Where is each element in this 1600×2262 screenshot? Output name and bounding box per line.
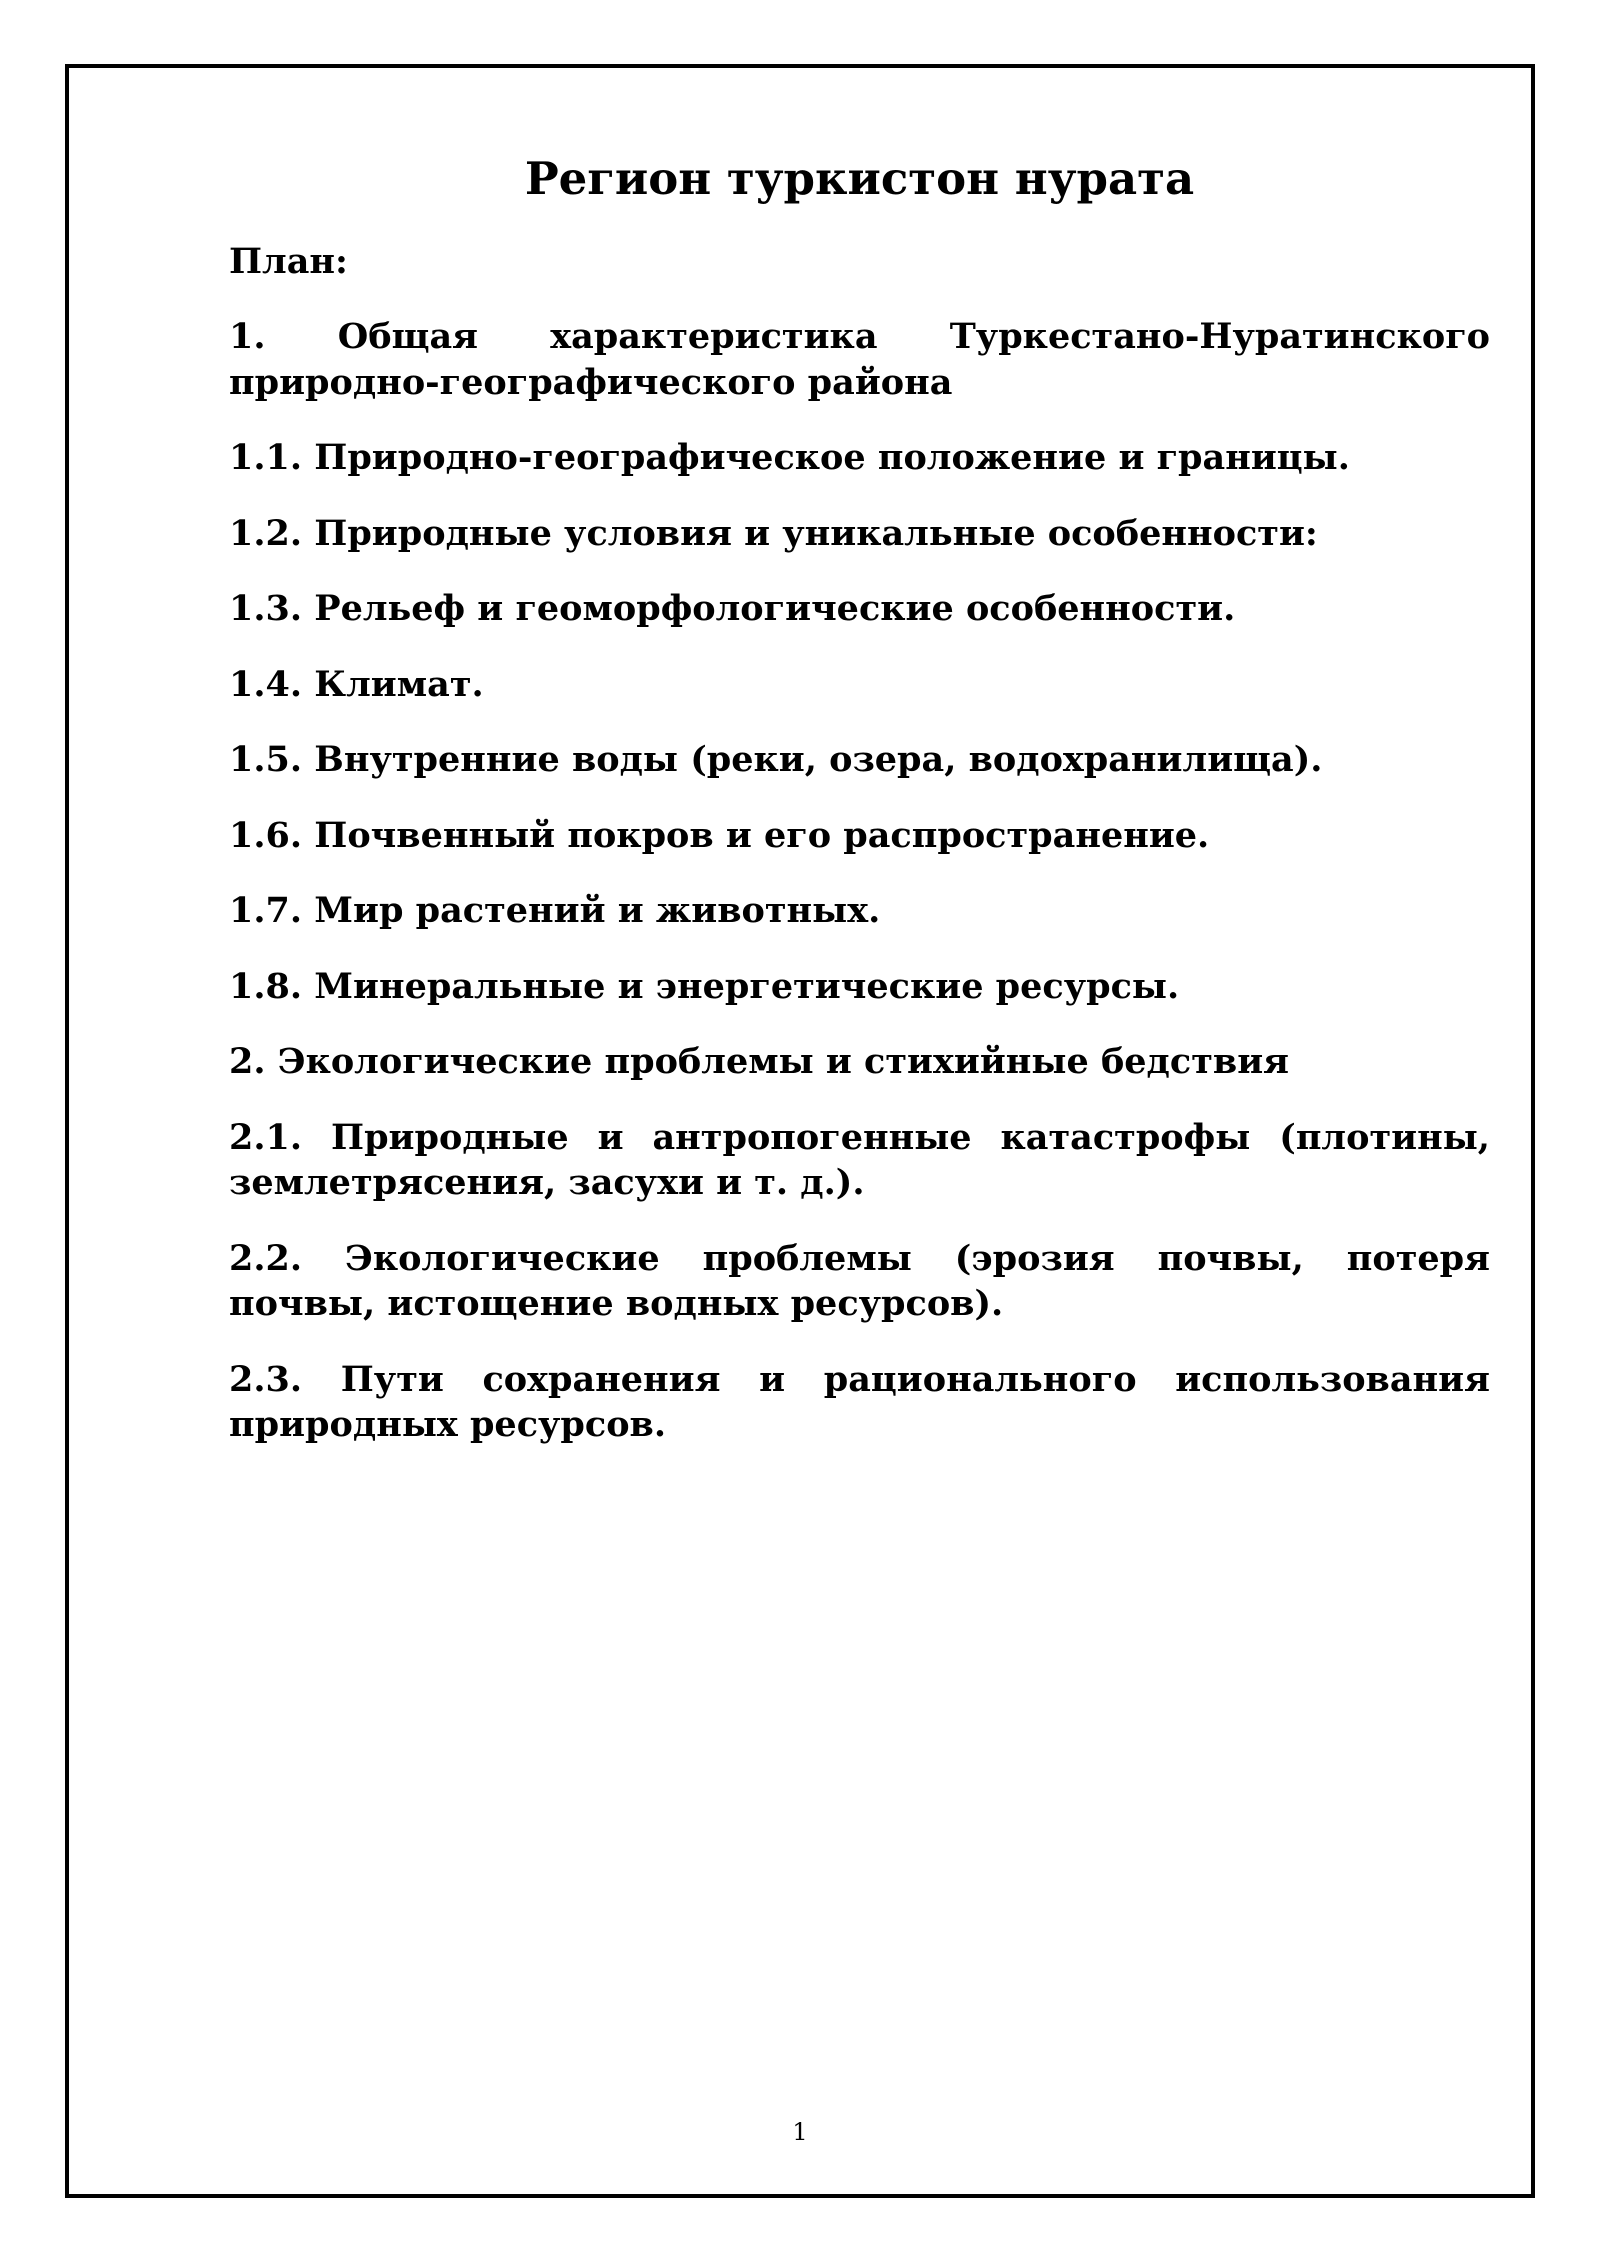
- document-body: [229, 150, 1490, 1478]
- plan-item-1-2: 1.2. Природные условия и уникальные особенности:: [229, 512, 1318, 554]
- plan-heading: План:: [229, 240, 348, 282]
- plan-item-2-3: 2.3. Пути сохранения и рационального использования природных ресурсов.: [229, 1358, 1490, 1445]
- plan-list: [229, 314, 1490, 1448]
- plan-item-1-6: 1.6. Почвенный покров и его распространение.: [229, 814, 1210, 856]
- plan-item-1-7: 1.7. Мир растений и животных.: [229, 890, 881, 931]
- document-title: Регион туркистон нурата: [524, 152, 1195, 205]
- plan-item-1-8: 1.8. Минеральные и энергетические ресурсы.: [229, 965, 1180, 1007]
- plan-item-2-1: 2.1. Природные и антропогенные катастрофы (плотины, землетрясения, засухи и т. д.).: [229, 1116, 1490, 1203]
- plan-item-1: 1. Общая характеристика Туркестано-Нуратинского природно-географического района: [229, 316, 1490, 403]
- plan-item-2-2: 2.2. Экологические проблемы (эрозия почвы, потеря почвы, истощение водных ресурсов).: [229, 1237, 1490, 1324]
- plan-item-1-1: 1.1. Природно-географическое положение и границы.: [229, 437, 1350, 478]
- plan-item-1-4: 1.4. Климат.: [229, 663, 484, 705]
- plan-item-2: 2. Экологические проблемы и стихийные бедствия: [229, 1041, 1290, 1082]
- plan-item-1-3: 1.3. Рельеф и геоморфологические особенности.: [229, 588, 1236, 629]
- plan-item-1-5: 1.5. Внутренние воды (реки, озера, водохранилища).: [229, 739, 1323, 780]
- page-number: 1: [792, 2118, 808, 2146]
